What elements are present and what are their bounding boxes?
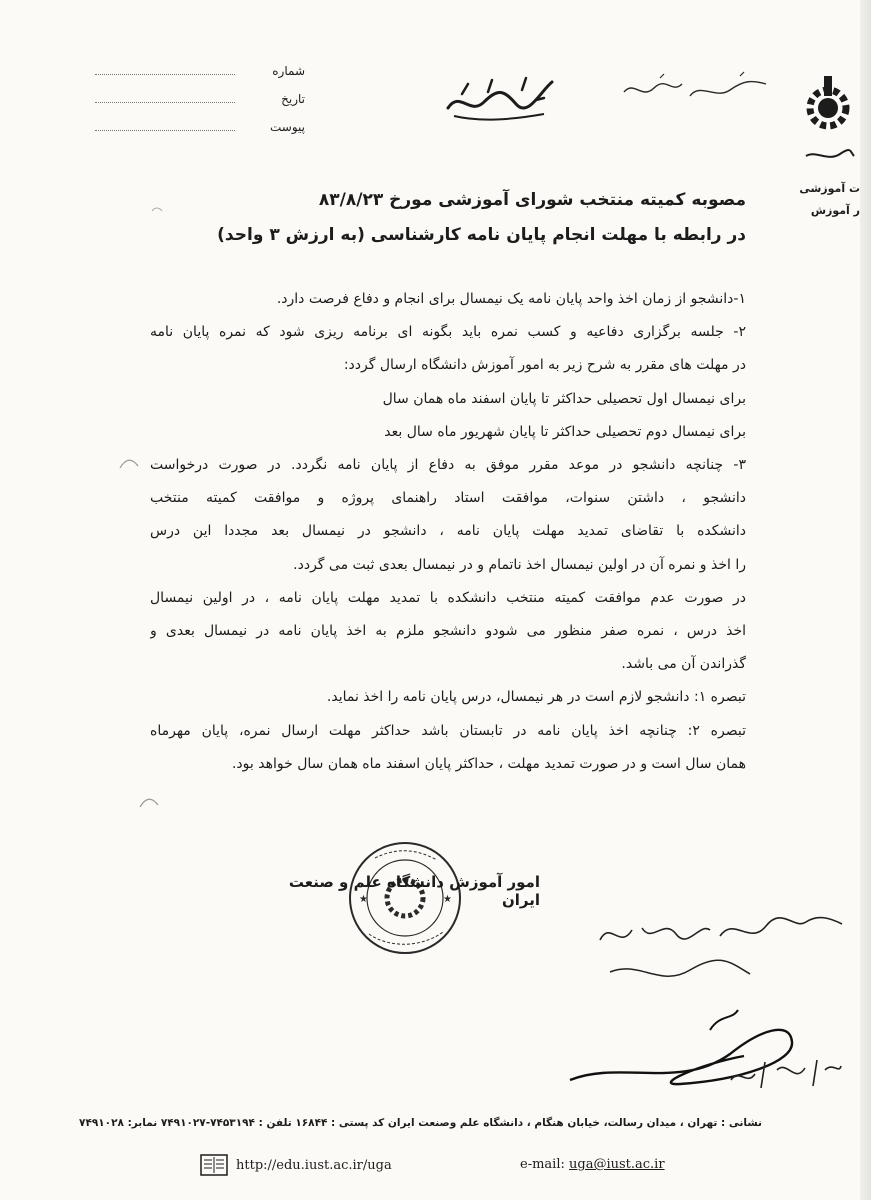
- department-name: [790, 178, 860, 222]
- email-label: e-mail:: [520, 1157, 565, 1172]
- svg-text:★: ★: [443, 894, 452, 905]
- margin-mark-icon: [118, 456, 140, 472]
- footer-email: [520, 1157, 665, 1172]
- meta-attachment-line: [95, 130, 235, 131]
- meta-attachment-label: پیوست: [270, 120, 305, 134]
- body-line-1: ۱-دانشجو از زمان اخذ واحد پایان نامه یک نیمسال برای انجام و دفاع فرصت دارد.: [276, 291, 746, 307]
- body-line-11: اخذ درس ، نمره صفر منظور می شودو دانشجو ملزم به اخذ پایان نامه در نیمسال بعدی و: [150, 623, 746, 640]
- body-line-7: دانشجو ، داشتن سنوات، موافقت استاد راهنمای پروژه و موافقت کمیته منتخب: [150, 490, 746, 507]
- book-icon: [200, 1154, 228, 1176]
- meta-number-label: شماره: [272, 64, 305, 78]
- office-signature-line: امور آموزش دانشگاه علم و صنعت ایران: [288, 873, 540, 909]
- note-1: تبصره ۱: دانشجو لازم است در هر نیمسال، درس پایان نامه را اخذ نماید.: [326, 689, 746, 706]
- note-2: تبصره ۲: چنانچه اخذ پایان نامه در تابستان باشد حداکثر مهلت ارسال نمره، پایان مهرماه: [150, 722, 746, 739]
- margin-mark-icon: [138, 795, 160, 811]
- body-line-4: برای نیمسال اول تحصیلی حداکثر تا پایان اسفند ماه همان سال: [382, 390, 746, 407]
- handwritten-note-icon: [620, 70, 770, 110]
- note-2-continued: همان سال است و در صورت تمدید مهلت ، حداکثر پایان اسفند ماه همان سال خواهد بود.: [231, 755, 746, 772]
- department-line-1: ت آموزشی: [799, 182, 860, 195]
- body-line-10: در صورت عدم موافقت کمیته منتخب دانشکده با تمدید مهلت پایان نامه ، در اولین نیمسال: [150, 589, 746, 606]
- body-line-2: ۲- جلسه برگزاری دفاعیه و کسب نمره باید بگونه ای برنامه ریزی شود که نمره پایان نامه: [150, 324, 746, 341]
- resolution-title: مصوبه کمیته منتخب شورای آموزشی مورخ ۸۳/۸/۲۳: [318, 190, 746, 210]
- department-line-2: ر آموزش: [810, 204, 860, 217]
- meta-number-line: [95, 74, 235, 75]
- meta-date: [95, 90, 305, 118]
- scan-edge: [860, 0, 871, 1200]
- meta-number: [95, 62, 305, 90]
- body-line-6: ۳- چنانچه دانشجو در موعد مقرر موفق به دفاع از پایان نامه نگردد. در صورت درخواست: [150, 457, 746, 474]
- letter-meta: [95, 62, 305, 146]
- body-line-12: گذراندن آن می باشد.: [621, 656, 746, 673]
- letter-body: [150, 283, 746, 781]
- meta-attachment: [95, 118, 305, 146]
- email-link[interactable]: uga@iust.ac.ir: [569, 1157, 665, 1172]
- svg-text:★: ★: [359, 894, 368, 905]
- meta-date-line: [95, 102, 235, 103]
- handwritten-date-icon: [725, 1040, 845, 1100]
- body-line-5: برای نیمسال دوم تحصیلی حداکثر تا پایان شهریور ماه سال بعد: [384, 423, 746, 440]
- resolution-subtitle: در رابطه با مهلت انجام پایان نامه کارشناسی (به ارزش ۳ واحد): [217, 225, 746, 245]
- bismillah-calligraphy-icon: [440, 70, 560, 125]
- website-link[interactable]: http://edu.iust.ac.ir/uga: [236, 1157, 392, 1173]
- margin-mark-icon: [150, 205, 164, 215]
- body-line-3: در مهلت های مقرر به شرح زیر به امور آموزش دانشگاه ارسال گردد:: [343, 357, 746, 374]
- footer-address: نشانی : تهران ، میدان رسالت، خیابان هنگام ، دانشگاه علم وصنعت ایران کد پستی : ۱۶۸۴۴ تلفن : ۷۴۵۳۱۹۴-۷۴۹۱۰۲۷ نمابر: ۷۴۹۱۰۲۸: [79, 1117, 762, 1129]
- footer-website: [200, 1153, 392, 1177]
- body-line-8: دانشکده با تقاضای تمدید مهلت پایان نامه ، دانشجو در نیمسال بعد مجددا این درس: [150, 523, 746, 540]
- university-logo-icon: [800, 70, 856, 170]
- body-line-9: را اخذ و نمره آن در اولین نیمسال اخذ ناتمام و در نیمسال بعدی ثبت می گردد.: [293, 556, 746, 573]
- meta-date-label: تاریخ: [281, 92, 305, 106]
